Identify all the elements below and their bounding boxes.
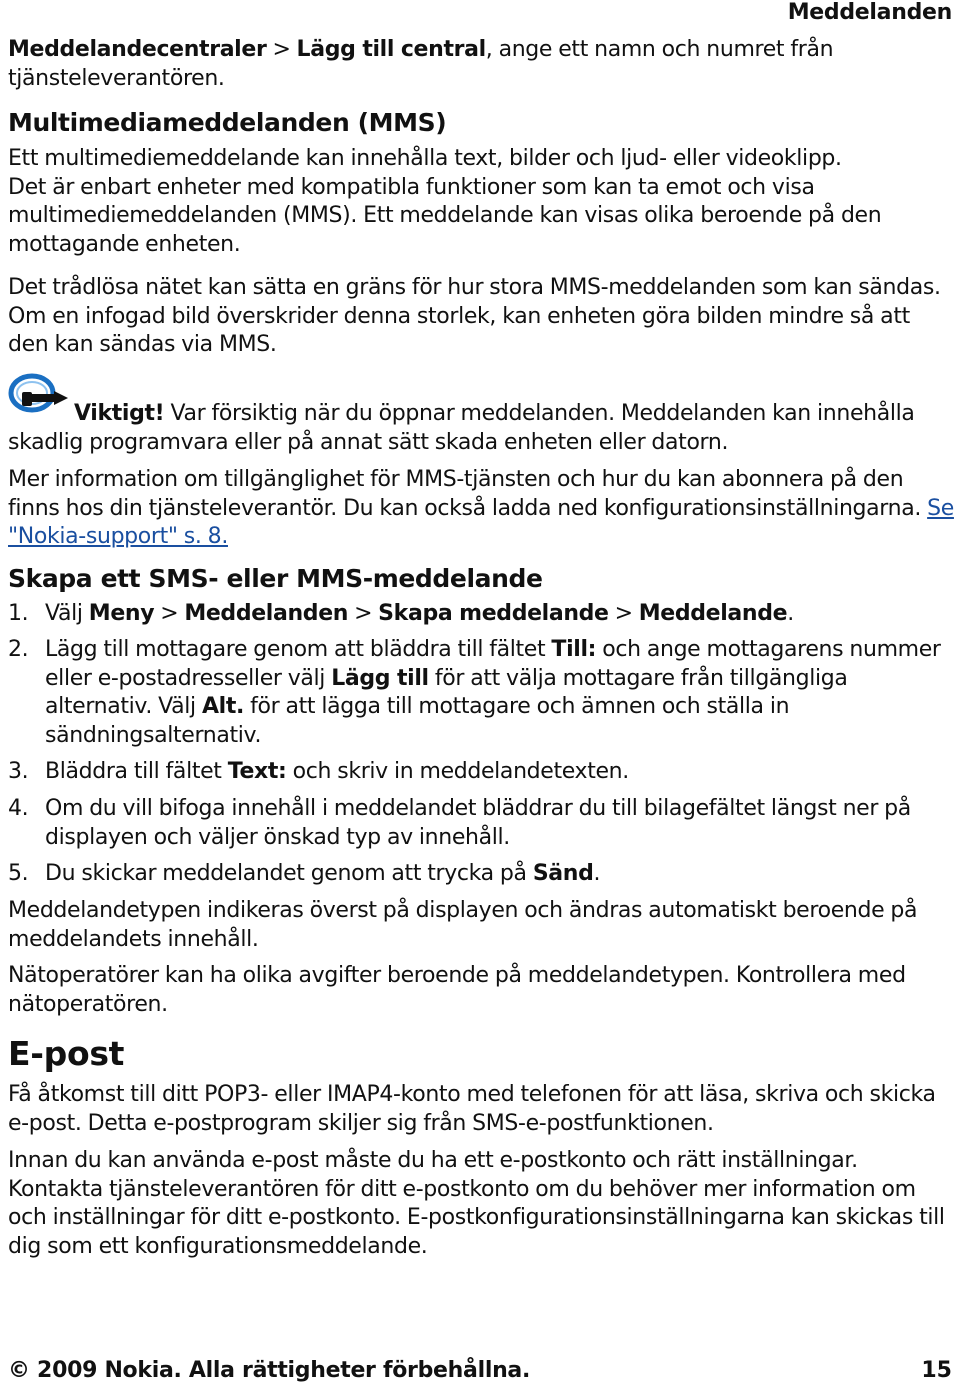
- step-body: Om du vill bifoga innehåll i meddelandet bläddrar du till bilagefältet längst ner på displayen och väljer önskad typ av innehåll.: [45, 796, 911, 850]
- path-separator: >: [354, 601, 373, 626]
- page-number: 15: [921, 1358, 952, 1383]
- option-name: Alt.: [201, 694, 245, 719]
- nokia-support-link[interactable]: Se "Nokia-support" s. 8.: [8, 495, 954, 549]
- notice-label: Viktigt!: [74, 401, 165, 426]
- step-body: [45, 636, 956, 750]
- info-paragraph: [8, 466, 956, 552]
- mms-p1-rest: Det är enbart enheter med kompatibla funktioner som kan ta emot och visa multimediemeddelanden (MMS). Ett meddelande kan visas olika beroende på den mottagande enheten.: [8, 174, 882, 257]
- email-paragraph-2: Innan du kan använda e-post måste du ha ett e-postkonto och rätt inställningar. Kontakta tjänsteleverantören för ditt e-postkonto om du behöver mer information om och inställningar för ditt e-postkonto. E-postkonfigurationsinställningarna kan skickas till dig som ett konfigurationsmeddelande.: [8, 1148, 945, 1259]
- intro-paragraph: [8, 36, 956, 93]
- step-text: .: [593, 861, 601, 886]
- step-text: Du skickar meddelandet genom att trycka på: [45, 861, 533, 886]
- step-1: [8, 600, 956, 629]
- menu-item: Meddelanden: [184, 601, 349, 626]
- step-number: 2.: [8, 637, 29, 662]
- footer-copyright: © 2009 Nokia. Alla rättigheter förbehållna.: [8, 1358, 531, 1383]
- mms-paragraph-2: Det trådlösa nätet kan sätta en gräns för hur stora MMS-meddelanden som kan sändas. Om en infogad bild överskrider denna storlek, kan enheten göra bilden mindre så att den kan sändas via MMS.: [8, 275, 941, 357]
- option-name: Sänd: [532, 861, 594, 886]
- step-3: [8, 758, 956, 787]
- step-text: och skriv in meddelandetexten.: [286, 759, 629, 784]
- path-separator: >: [160, 601, 179, 626]
- running-header: Meddelanden: [787, 0, 952, 25]
- email-heading: E-post: [8, 1034, 125, 1073]
- step-number: 5.: [8, 861, 29, 886]
- step-2: [8, 636, 956, 750]
- field-name: Till:: [551, 637, 597, 662]
- notice-paragraph: [8, 400, 956, 457]
- notice-text: Var försiktig när du öppnar meddelanden. Meddelanden kan innehålla skadlig programvara eller på annat sätt skada enheten eller datorn.: [8, 401, 915, 455]
- step-number: 4.: [8, 796, 29, 821]
- mms-heading: Multimediameddelanden (MMS): [8, 108, 447, 137]
- option-name: Lägg till: [331, 665, 429, 691]
- create-paragraph-1: Meddelandetypen indikeras överst på displayen och ändras automatiskt beroende på meddelandets innehåll.: [8, 898, 918, 952]
- menu-item: Meny: [88, 601, 155, 626]
- menu-path-1: Meddelandecentraler: [8, 37, 267, 62]
- step-body: [45, 758, 956, 787]
- step-number: 3.: [8, 759, 29, 784]
- create-paragraph-2: Nätoperatörer kan ha olika avgifter beroende på meddelandetypen. Kontrollera med nätoperatören.: [8, 963, 906, 1017]
- step-4: [8, 795, 956, 852]
- intro-rest: , ange ett namn och numret från: [485, 37, 834, 62]
- step-text: för att välja mottagare från tillgängliga alternativ. Välj: [45, 665, 848, 719]
- create-heading: Skapa ett SMS- eller MMS-meddelande: [8, 564, 543, 593]
- step-text: Välj: [45, 601, 89, 626]
- menu-item: Skapa meddelande: [378, 601, 609, 626]
- step-number: 1.: [8, 601, 29, 626]
- menu-item: Meddelande: [638, 601, 788, 626]
- step-body: [45, 600, 956, 629]
- step-text: för att lägga till mottagare och ämnen och ställa in sändningsalternativ.: [45, 694, 790, 748]
- mms-p1-line1: Ett multimediemeddelande kan innehålla text, bilder och ljud- eller videoklipp.: [8, 146, 842, 171]
- intro-rest-2: tjänsteleverantören.: [8, 65, 225, 91]
- mms-paragraph-1: [8, 145, 956, 259]
- step-text: Bläddra till fältet: [45, 759, 228, 784]
- step-text: Lägg till mottagare genom att bläddra till fältet: [45, 637, 552, 662]
- info-text: Mer information om tillgänglighet för MMS-tjänsten och hur du kan abonnera på den finns hos din tjänsteleverantör. Du kan också ladda ned konfigurationsinställningarna.: [8, 467, 928, 521]
- menu-path-2: Lägg till central: [296, 37, 486, 62]
- step-text: .: [787, 601, 794, 626]
- step-body: [45, 860, 956, 889]
- step-5: [8, 860, 956, 889]
- step-text: och ange mottagarens nummer eller e-postadresseller välj: [45, 637, 941, 691]
- path-separator: >: [614, 601, 633, 626]
- path-separator: >: [272, 37, 291, 62]
- field-name: Text:: [227, 759, 287, 784]
- email-paragraph-1: Få åtkomst till ditt POP3- eller IMAP4-konto med telefonen för att läsa, skriva och skicka e-post. Detta e-postprogram skiljer sig från SMS-e-postfunktionen.: [8, 1082, 936, 1136]
